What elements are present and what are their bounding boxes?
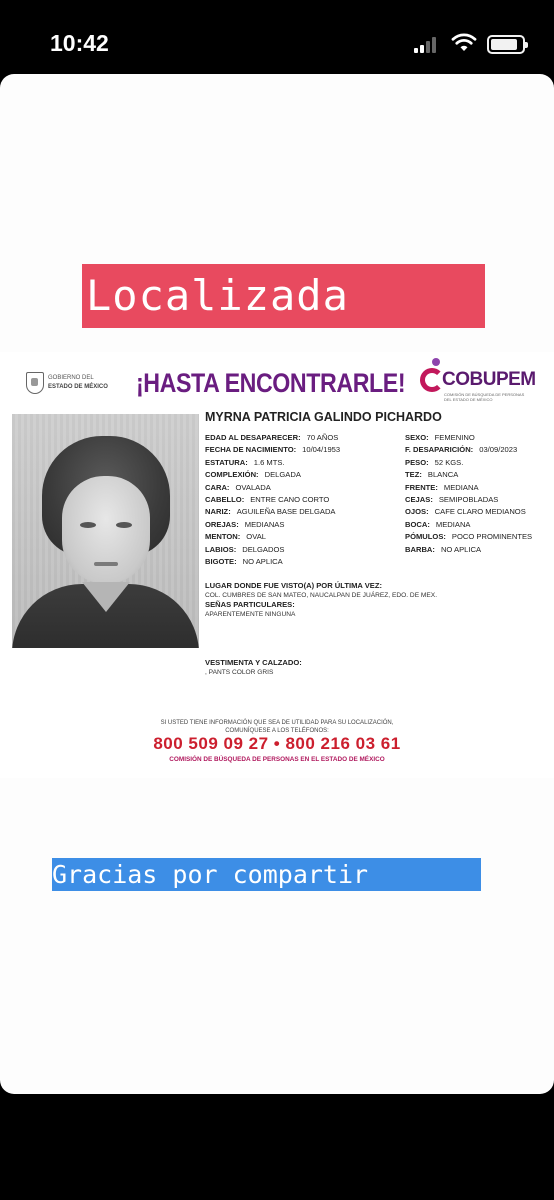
flyer-headline: ¡HASTA ENCONTRARLE!: [136, 368, 406, 398]
right-row: [405, 494, 550, 506]
right-value: MEDIANA: [435, 519, 471, 529]
left-key: CARA:: [205, 482, 230, 492]
person-name: MYRNA PATRICIA GALINDO PICHARDO: [205, 410, 442, 424]
last-seen-value: COL. CUMBRES DE SAN MATEO, NAUCALPAN DE JUÁREZ, EDO. DE MEX.: [205, 592, 438, 599]
left-row: [205, 432, 405, 444]
right-row: [405, 444, 550, 456]
battery-icon: [487, 35, 525, 54]
right-value: 03/09/2023: [479, 445, 518, 455]
left-key: LABIOS:: [205, 544, 237, 554]
left-value: OVAL: [246, 532, 266, 542]
right-fields: [405, 432, 550, 556]
left-value: MEDIANAS: [244, 519, 285, 529]
left-key: BIGOTE:: [205, 556, 237, 566]
left-row: [205, 506, 405, 518]
cobupem-dot-icon: [432, 358, 440, 366]
gracias-label: Gracias por compartir: [52, 858, 481, 891]
right-row: [405, 544, 550, 556]
right-row: [405, 482, 550, 494]
status-bar: [0, 0, 554, 80]
left-key: OREJAS:: [205, 519, 239, 529]
left-value: DELGADOS: [242, 544, 285, 554]
right-value: SEMIPOBLADAS: [438, 494, 499, 504]
missing-person-flyer: [0, 352, 554, 778]
localizada-label: Localizada: [82, 264, 485, 328]
cobupem-logo: [420, 356, 540, 406]
right-value: FEMENINO: [434, 433, 475, 442]
signal-icon: [414, 37, 440, 53]
left-key: CABELLO:: [205, 494, 245, 504]
right-value: BLANCA: [427, 470, 459, 480]
left-value: OVALADA: [235, 482, 271, 492]
left-key: EDAD AL DESAPARECER:: [205, 433, 301, 442]
cobupem-swirl-icon: [420, 368, 444, 392]
gov-logo-line1: GOBIERNO DEL: [48, 375, 94, 381]
right-key: PÓMULOS:: [405, 532, 446, 542]
last-seen-label: LUGAR DONDE FUE VISTO(A) POR ÚLTIMA VEZ:: [205, 581, 383, 590]
right-row: [405, 469, 550, 481]
right-key: F. DESAPARICIÓN:: [405, 445, 474, 455]
left-row: [205, 469, 405, 481]
right-key: BARBA:: [405, 544, 435, 554]
right-key: CEJAS:: [405, 494, 433, 504]
clothing-section: [205, 658, 302, 678]
gov-logo-line2: ESTADO DE MÉXICO: [48, 384, 108, 390]
phone-numbers: 800 509 09 27 • 800 216 03 61: [153, 734, 401, 753]
right-key: PESO:: [405, 457, 429, 467]
marks-label: SEÑAS PARTICULARES:: [205, 600, 295, 609]
person-photo: [12, 414, 199, 648]
cobupem-subtitle: COMISIÓN DE BÚSQUEDA DE PERSONAS DEL ESTADO DE MÉXICO: [444, 392, 525, 402]
left-row: [205, 531, 405, 543]
contact-note: [0, 719, 554, 735]
left-value: 10/04/1953: [302, 445, 341, 455]
left-key: COMPLEXIÓN:: [205, 470, 259, 480]
right-value: CAFE CLARO MEDIANOS: [434, 507, 526, 517]
right-key: SEXO:: [405, 433, 429, 442]
right-value: POCO PROMINENTES: [451, 532, 533, 542]
left-key: ESTATURA:: [205, 457, 248, 467]
left-key: FECHA DE NACIMIENTO:: [205, 445, 297, 455]
clothing-value: , PANTS COLOR GRIS: [205, 669, 274, 676]
right-row: [405, 432, 550, 444]
story-card[interactable]: [0, 74, 554, 1094]
left-row: [205, 457, 405, 469]
left-row: [205, 519, 405, 531]
left-row: [205, 494, 405, 506]
contact-note-line1: SI USTED TIENE INFORMACIÓN QUE SEA DE UTILIDAD PARA SU LOCALIZACIÓN,: [160, 720, 394, 726]
left-value: 70 AÑOS: [306, 433, 339, 442]
left-row: [205, 482, 405, 494]
cobupem-wordmark: COBUPEM: [442, 369, 536, 390]
right-value: NO APLICA: [440, 544, 482, 554]
right-value: MEDIANA: [443, 482, 479, 492]
right-key: TEZ:: [405, 470, 422, 480]
contact-note-line2: COMUNÍQUESE A LOS TELÉFONOS:: [225, 728, 329, 734]
left-value: 1.6 MTS.: [253, 457, 285, 467]
marks-value: APARENTEMENTE NINGUNA: [205, 611, 296, 618]
left-key: MENTON:: [205, 532, 241, 542]
left-fields: [205, 432, 405, 568]
right-row: [405, 506, 550, 518]
right-row: [405, 531, 550, 543]
right-row: [405, 519, 550, 531]
left-value: NO APLICA: [242, 556, 283, 566]
clothing-label: VESTIMENTA Y CALZADO:: [205, 658, 302, 667]
left-row: [205, 556, 405, 568]
right-key: FRENTE:: [405, 482, 438, 492]
coat-of-arms-icon: [26, 372, 44, 394]
right-key: OJOS:: [405, 507, 429, 517]
right-row: [405, 457, 550, 469]
status-time: 10:42: [50, 30, 109, 56]
left-row: [205, 544, 405, 556]
right-value: 52 KGS.: [434, 457, 464, 467]
left-key: NARIZ:: [205, 507, 231, 517]
left-value: DELGADA: [264, 470, 301, 480]
right-key: BOCA:: [405, 519, 430, 529]
left-value: AGUILEÑA BASE DELGADA: [236, 507, 336, 517]
wifi-icon: [451, 33, 477, 53]
commission-name: COMISIÓN DE BÚSQUEDA DE PERSONAS EN EL ESTADO DE MÉXICO: [169, 756, 385, 763]
left-row: [205, 444, 405, 456]
gobierno-logo: [26, 372, 108, 402]
left-value: ENTRE CANO CORTO: [250, 494, 330, 504]
last-seen-section: [205, 581, 545, 619]
